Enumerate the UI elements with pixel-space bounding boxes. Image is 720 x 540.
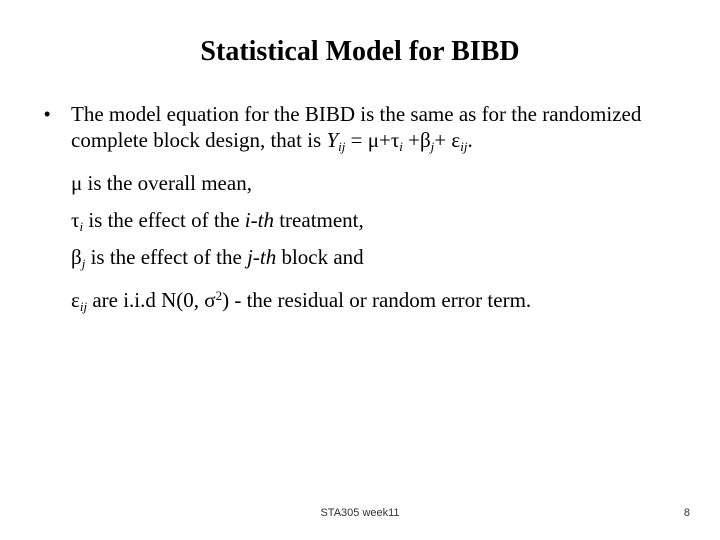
eq-part: + ε [434,128,461,152]
slide-title: Statistical Model for BIBD [200,36,520,67]
eq-end: . [467,128,473,152]
sigma-squared-sup: 2 [215,288,223,303]
tau-symbol: τ [71,208,80,232]
beta-text: block and [276,245,364,269]
tau-sub: i [79,219,84,234]
beta-sub: j [81,256,86,271]
beta-text: is the effect of the [85,245,248,269]
tau-text: is the effect of the [83,208,245,232]
bullet-item [44,101,694,160]
eq-beta-sub: j [430,139,435,154]
epsilon-symbol: ε [71,288,80,312]
eq-y-sub: ij [338,139,346,154]
bullet-dot: • [44,104,51,124]
slide-footer: STA305 week11 [320,507,400,519]
beta-emphasis: j-th [247,245,277,269]
eq-tau-sub: i [399,139,403,154]
eq-y: Y [326,128,339,152]
bullet-text-part: The model equation for the BIBD is the same as for the randomized complete block design, that is [71,102,642,152]
tau-definition [71,207,364,240]
page-number: 8 [683,507,690,519]
tau-text: treatment, [273,208,364,232]
tau-emphasis: i-th [244,208,274,232]
mu-definition: μ is the overall mean, [71,171,252,195]
epsilon-definition [71,283,531,320]
eq-eps-sub: ij [460,139,468,154]
epsilon-sub: ij [79,299,88,314]
eq-part: +β [402,128,431,152]
eq-part: = μ+τ [345,128,400,152]
epsilon-text: are i.i.d N(0, σ [87,288,216,312]
beta-definition [71,244,364,277]
bullet-text [71,101,694,160]
epsilon-text: ) - the residual or random error term. [222,288,532,312]
beta-symbol: β [71,245,82,269]
